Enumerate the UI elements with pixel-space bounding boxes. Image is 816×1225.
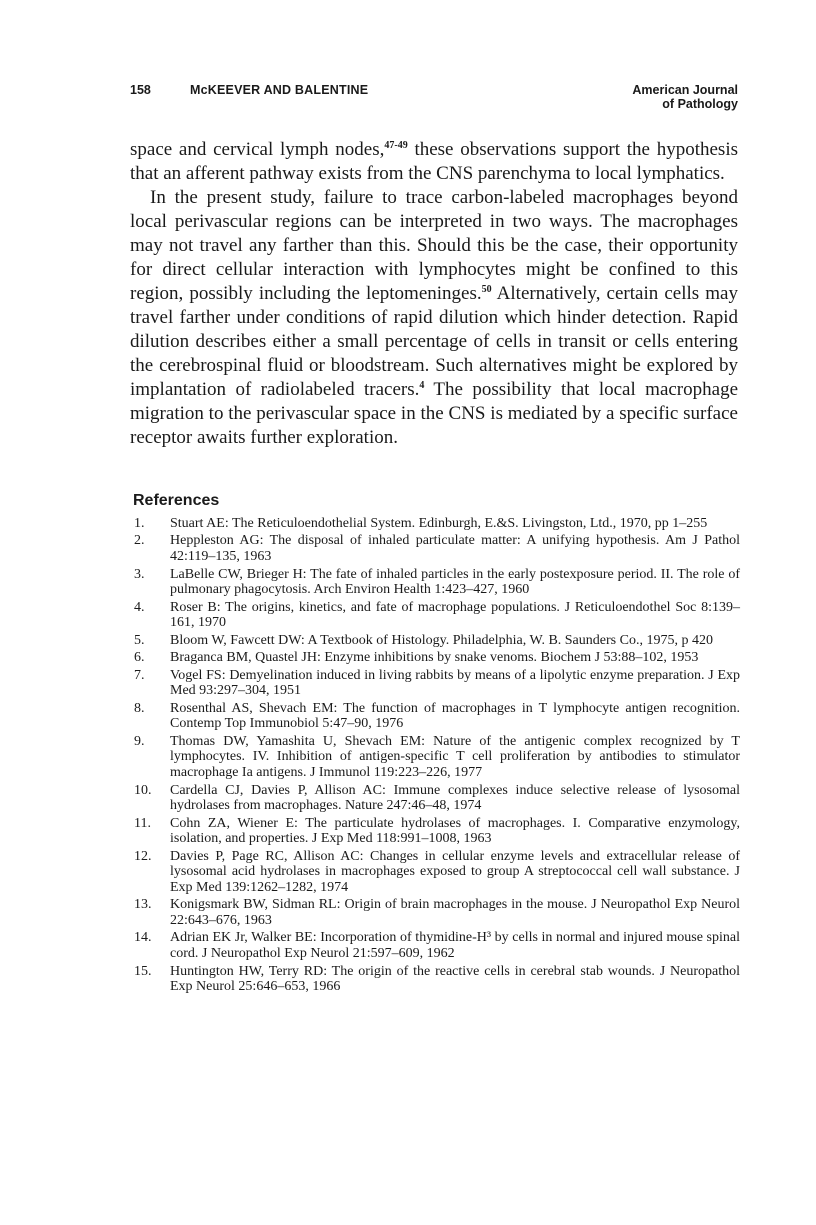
reference-text: Bloom W, Fawcett DW: A Textbook of Histology. Philadelphia, W. B. Saunders Co., 1975, p 420	[170, 632, 713, 648]
paragraph-2-text-cont: Alternatively, certain cells may travel farther under conditions of rapid dilution which hinder detection. Rapid dilution describes either a small percentage of cells in transit or cells entering the cerebrospinal fluid or bloodstream. Such alternatives might be explored by implantation of radiolabeled tracers.	[130, 283, 738, 400]
reference-item	[134, 964, 740, 995]
reference-text: Vogel FS: Demyelination induced in living rabbits by means of a lipolytic enzyme preparation. J Exp Med 93:297–304, 1951	[170, 667, 740, 699]
journal-name-line1: American Journal	[632, 83, 738, 97]
reference-item	[134, 516, 740, 532]
paragraph-2	[130, 186, 738, 450]
reference-item	[134, 533, 740, 564]
paragraph-1	[130, 138, 738, 186]
reference-item	[134, 668, 740, 699]
reference-number: 11.	[134, 815, 151, 831]
paragraph-2-text-end: The possibility that local macrophage migration to the perivascular space in the CNS is mediated by a specific surface receptor awaits further exploration.	[130, 379, 739, 448]
reference-number: 14.	[134, 930, 152, 946]
reference-number: 7.	[134, 667, 145, 683]
citation-superscript: 50	[481, 284, 492, 295]
reference-number: 9.	[134, 733, 145, 749]
reference-list	[134, 516, 740, 997]
reference-text: LaBelle CW, Brieger H: The fate of inhaled particles in the early postexposure period. II. The role of pulmonary phagocytosis. Arch Environ Health 1:423–427, 1960	[170, 566, 740, 598]
reference-number: 12.	[134, 848, 152, 864]
reference-text: Cardella CJ, Davies P, Allison AC: Immune complexes induce selective release of lysosomal hydrolases from macrophages. Nature 247:46–48, 1974	[170, 782, 740, 814]
reference-number: 15.	[134, 963, 152, 979]
reference-number: 5.	[134, 632, 145, 648]
reference-text: Davies P, Page RC, Allison AC: Changes in cellular enzyme levels and extracellular release of lysosomal acid hydrolases in macrophages exposed to group A streptococcal cell wall substance. J Exp Med 139:1262–1282, 1974	[170, 848, 740, 895]
reference-item	[134, 816, 740, 847]
reference-number: 4.	[134, 599, 145, 615]
reference-text: Stuart AE: The Reticuloendothelial System. Edinburgh, E.&S. Livingston, Ltd., 1970, pp 1–255	[170, 516, 708, 531]
reference-item	[134, 650, 740, 666]
reference-number: 3.	[134, 566, 145, 582]
reference-text: Thomas DW, Yamashita U, Shevach EM: Nature of the antigenic complex recognized by T lymphocytes. IV. Inhibition of antigen-specific T cell proliferation by antibodies to stimulator macrophage Ia antigens. J Immunol 119:223–226, 1977	[170, 733, 740, 781]
reference-text: Cohn ZA, Wiener E: The particulate hydrolases of macrophages. I. Comparative enzymology, isolation, and properties. J Exp Med 118:991–1008, 1963	[170, 815, 740, 847]
reference-text: Huntington HW, Terry RD: The origin of the reactive cells in cerebral stab wounds. J Neuropathol Exp Neurol 25:646–653, 1966	[170, 963, 740, 995]
reference-number: 2.	[134, 533, 145, 549]
reference-number: 6.	[134, 650, 145, 666]
reference-text: Adrian EK Jr, Walker BE: Incorporation of thymidine-H³ by cells in normal and injured mouse spinal cord. J Neuropathol Exp Neurol 21:597–609, 1962	[170, 930, 740, 962]
page-number: 158	[130, 83, 151, 97]
journal-name	[632, 83, 738, 111]
reference-text: Braganca BM, Quastel JH: Enzyme inhibitions by snake venoms. Biochem J 53:88–102, 1953	[170, 650, 699, 666]
reference-item	[134, 897, 740, 928]
reference-item	[134, 930, 740, 961]
reference-text: Rosenthal AS, Shevach EM: The function of macrophages in T lymphocyte antigen recognition. Contemp Top Immunobiol 5:47–90, 1976	[170, 700, 740, 732]
running-header	[130, 80, 738, 114]
running-authors: McKEEVER AND BALENTINE	[190, 83, 369, 97]
reference-number: 13.	[134, 897, 152, 913]
reference-item	[134, 701, 740, 732]
journal-name-line2: of Pathology	[662, 97, 738, 111]
paragraph-1-text: space and cervical lymph nodes,	[130, 139, 385, 160]
reference-item	[134, 633, 740, 649]
reference-item	[134, 600, 740, 631]
reference-item	[134, 567, 740, 598]
reference-number: 1.	[134, 516, 145, 531]
reference-text: Heppleston AG: The disposal of inhaled particulate matter: A unifying hypothesis. Am J Pathol 42:119–135, 1963	[170, 533, 740, 565]
reference-number: 10.	[134, 782, 152, 798]
reference-item	[134, 849, 740, 896]
reference-item	[134, 734, 740, 781]
body-text	[130, 138, 738, 450]
reference-item	[134, 783, 740, 814]
reference-text: Roser B: The origins, kinetics, and fate of macrophage populations. J Reticuloendothel Soc 8:139–161, 1970	[170, 599, 740, 631]
paragraph-2-text: In the present study, failure to trace carbon-labeled macrophages beyond local perivascular regions can be interpreted in two ways. The macrophages may not travel any farther than this. Should this be the case, their opportunity for direct cellular interaction with lymphocytes might be confined to this region, possibly including the leptomeninges.	[130, 187, 738, 304]
citation-superscript: 4	[419, 380, 425, 391]
references-heading: References	[133, 492, 220, 509]
citation-superscript: 47-49	[384, 140, 408, 151]
reference-text: Konigsmark BW, Sidman RL: Origin of brain macrophages in the mouse. J Neuropathol Exp Neurol 22:643–676, 1963	[170, 897, 740, 928]
paragraph-1-text-cont: these observations support the hypothesis that an afferent pathway exists from the CNS parenchyma to local lymphatics.	[130, 139, 738, 184]
reference-number: 8.	[134, 700, 145, 716]
